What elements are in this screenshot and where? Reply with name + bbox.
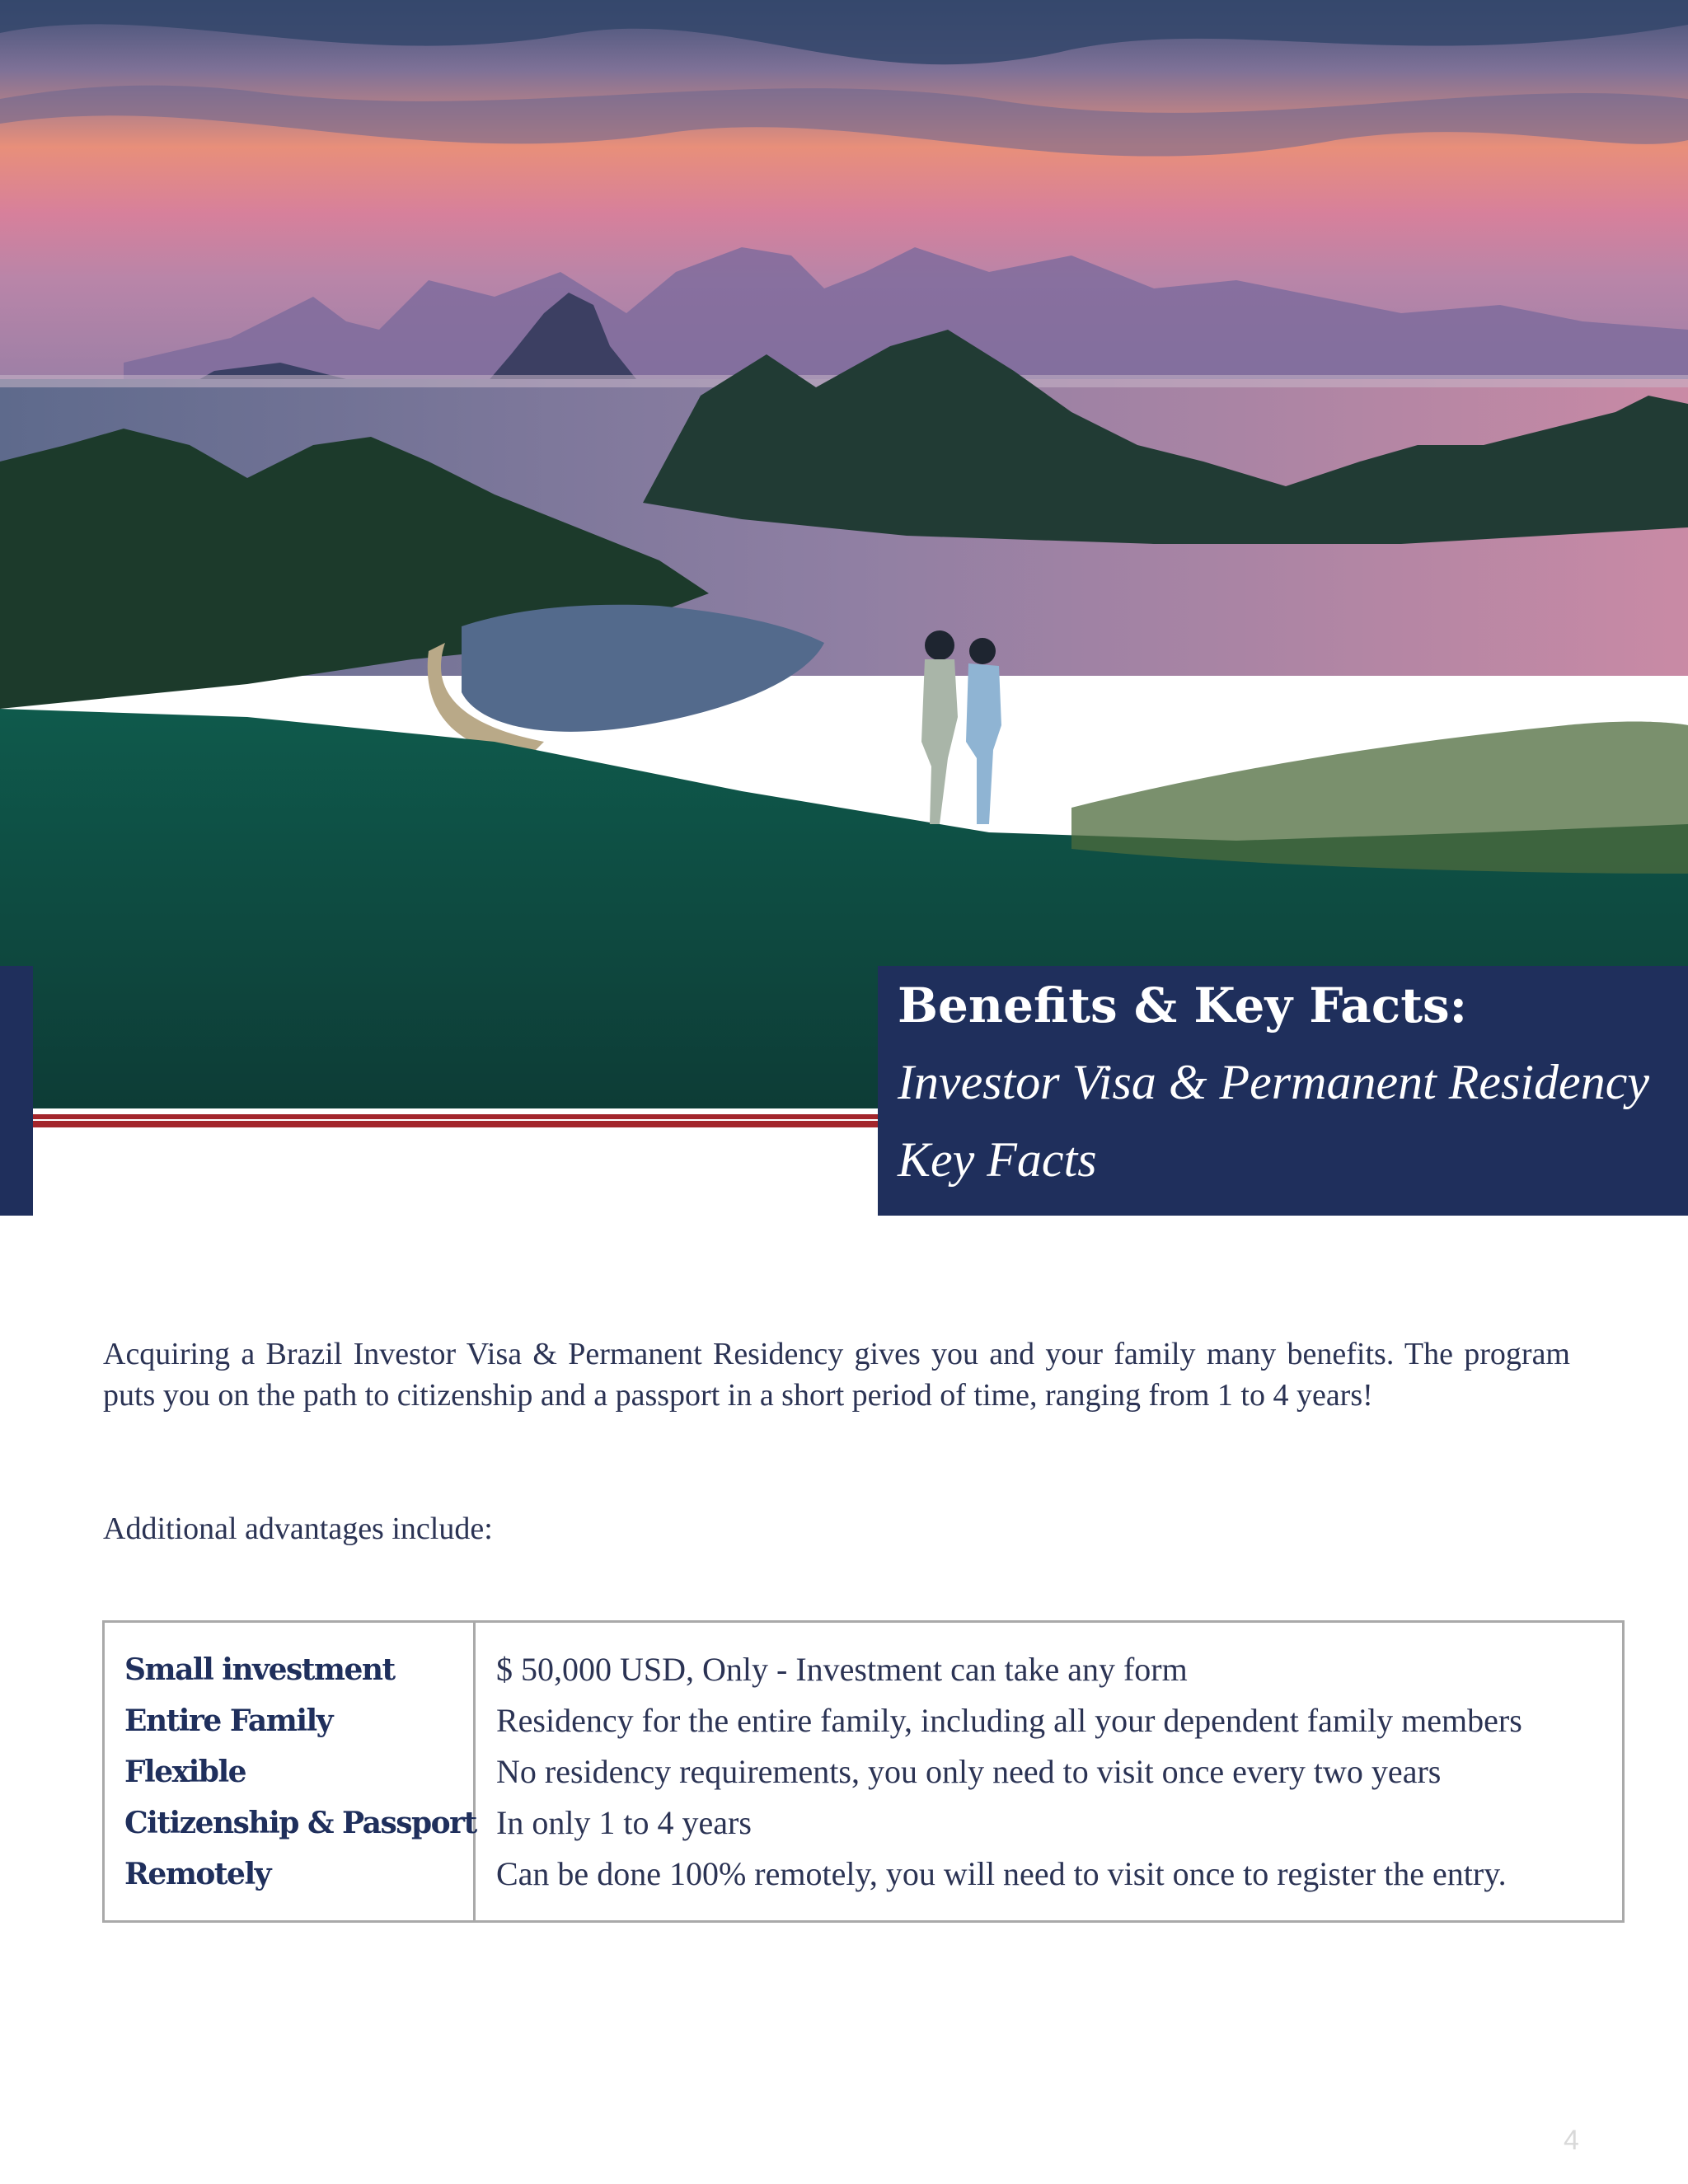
fact-value: Residency for the entire family, including all your dependent family members bbox=[496, 1702, 1522, 1739]
key-facts-table bbox=[102, 1620, 1625, 1923]
red-divider-stripe bbox=[33, 1113, 878, 1127]
fact-label: Citizenship & Passport bbox=[124, 1806, 476, 1840]
fact-label: Entire Family bbox=[124, 1704, 333, 1738]
facts-label-column bbox=[105, 1623, 476, 1920]
fact-value: In only 1 to 4 years bbox=[496, 1804, 752, 1841]
left-accent-bar bbox=[0, 966, 33, 1216]
fact-label: Remotely bbox=[124, 1857, 271, 1891]
page-subheading-line2: Key Facts bbox=[898, 1132, 1097, 1187]
page-number: 4 bbox=[1564, 2125, 1579, 2156]
fact-value: Can be done 100% remotely, you will need to visit once to register the entry. bbox=[496, 1855, 1507, 1892]
fact-value: No residency requirements, you only need to visit once every two years bbox=[496, 1753, 1442, 1790]
fact-label: Flexible bbox=[124, 1755, 246, 1789]
fact-label: Small investment bbox=[124, 1652, 395, 1687]
page-heading: Benefits & Key Facts: bbox=[898, 977, 1468, 1033]
page-subheading-line1: Investor Visa & Permanent Residency bbox=[898, 1054, 1649, 1109]
white-spacer bbox=[33, 1127, 878, 1216]
title-box bbox=[878, 966, 1688, 1216]
intro-paragraph: Acquiring a Brazil Investor Visa & Permanent Residency gives you and your family many benefits. The program puts you on the path to citizenship and a passport in a short period of time, ranging from 1 to 4 years! bbox=[103, 1337, 1570, 1413]
facts-value-column bbox=[476, 1623, 1622, 1920]
fact-value: $ 50,000 USD, Only - Investment can take any form bbox=[496, 1651, 1188, 1688]
advantages-label: Additional advantages include: bbox=[103, 1511, 493, 1546]
